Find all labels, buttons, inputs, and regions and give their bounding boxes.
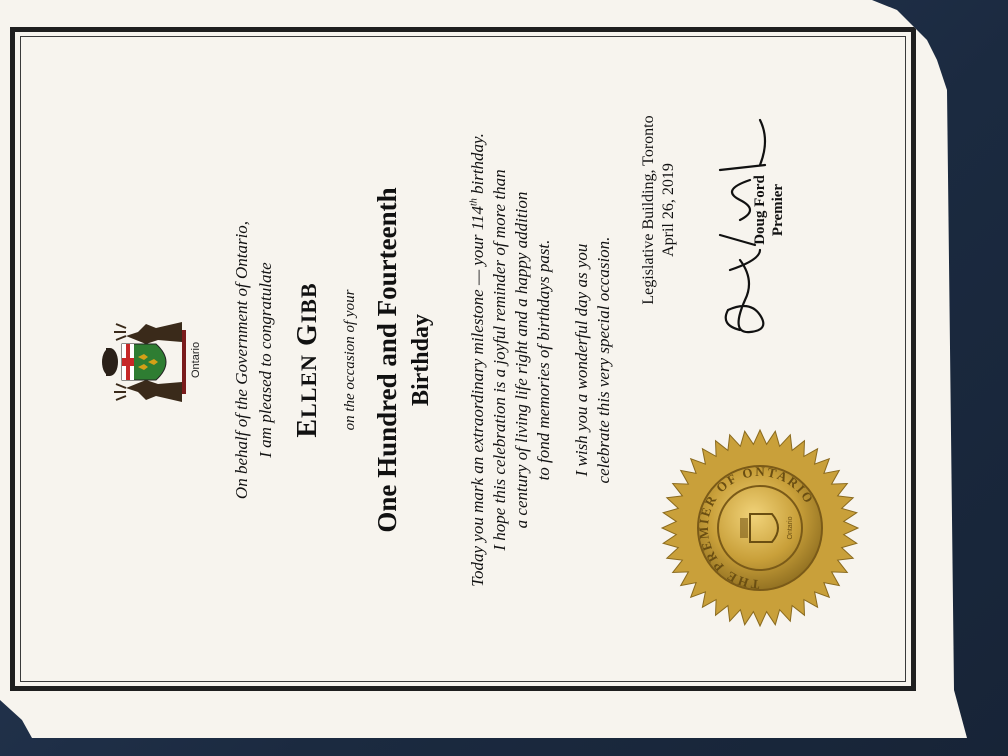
ordinal-suffix: th	[468, 198, 480, 207]
body-line-1-text: Today you mark an extraordinary milestone — your 114	[468, 206, 487, 587]
signer-name: Doug Ford	[752, 175, 768, 245]
wish-line-1: I wish you a wonderful day as you	[572, 243, 591, 477]
intro-line-2: I am pleased to congratulate	[256, 262, 275, 458]
wish-line-2: celebrate this very special occasion.	[594, 236, 613, 484]
body-line-1-end: birthday.	[468, 133, 487, 199]
occasion-line: on the occasion of your	[342, 289, 358, 431]
body-line-2: I hope this celebration is a joyful reminder of more than	[490, 169, 509, 551]
crest-label: Ontario	[190, 341, 202, 378]
milestone-line-2: Birthday	[408, 314, 434, 407]
signature-icon	[700, 110, 780, 340]
name-first-rest: LLEN	[296, 354, 321, 418]
seal-center-text: Ontario	[787, 516, 794, 540]
name-first-initial: E	[292, 417, 323, 438]
name-last-rest: IBB	[296, 282, 321, 324]
signer-title: Premier	[770, 183, 786, 237]
milestone-line-1: One Hundred and Fourteenth	[372, 187, 402, 533]
body-line-3: a century of living life right and a happy addition	[512, 191, 531, 529]
date-line: April 26, 2019	[660, 163, 677, 257]
premier-seal-icon	[660, 428, 860, 628]
body-line-4: to fond memories of birthdays past.	[534, 239, 553, 481]
name-last-initial: G	[292, 323, 323, 347]
body-line-1	[468, 40, 488, 680]
place-line: Legislative Building, Toronto	[640, 115, 657, 305]
intro-line-1: On behalf of the Government of Ontario,	[232, 220, 251, 500]
recipient-name	[292, 40, 324, 680]
seal-ring-text: THE PREMIER OF ONTARIO	[695, 463, 818, 593]
